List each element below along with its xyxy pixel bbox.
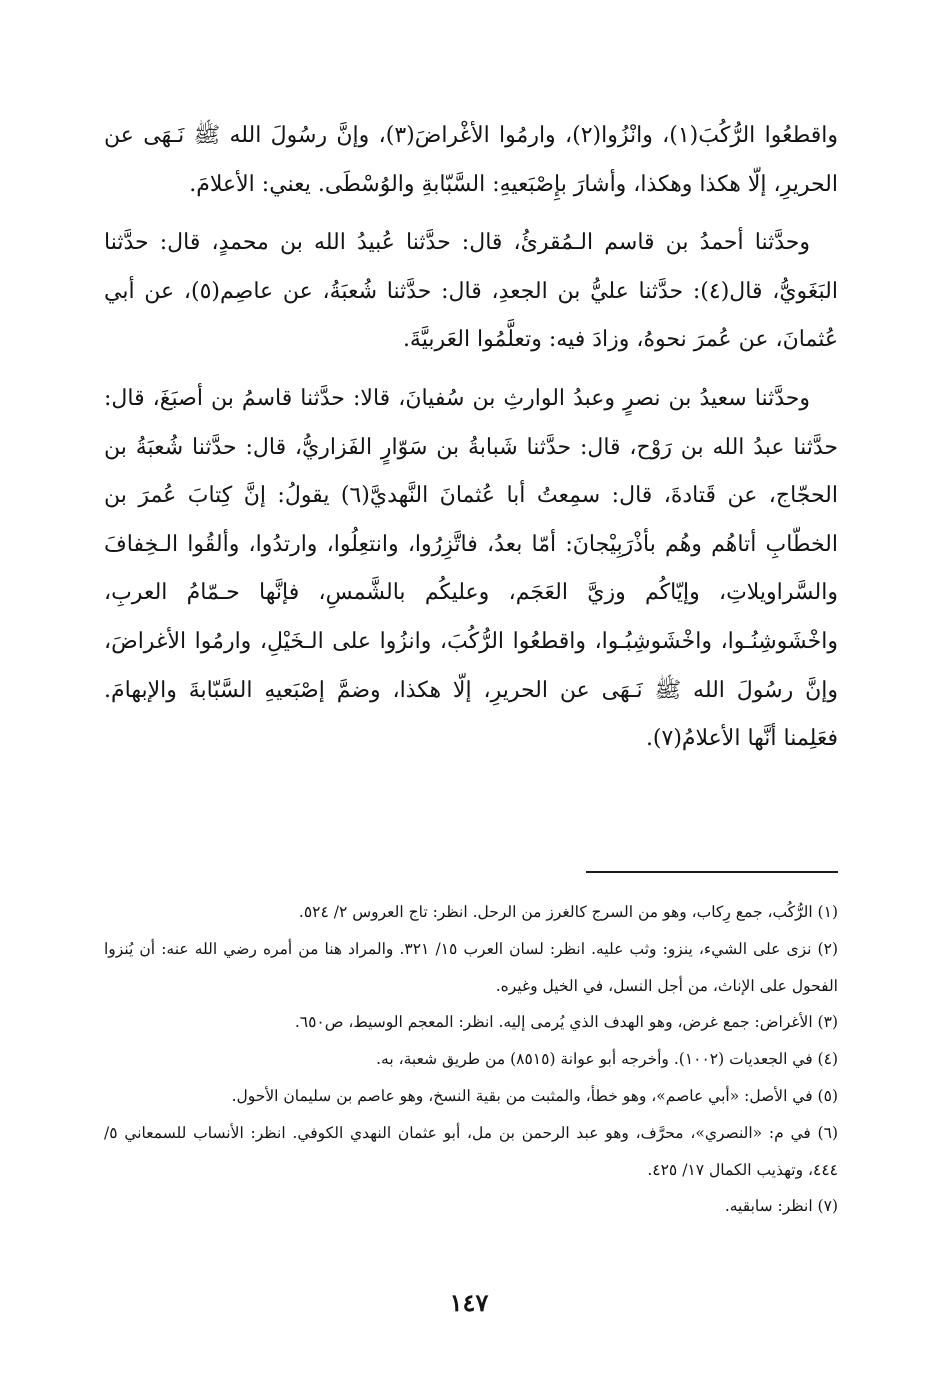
footnotes [104, 894, 838, 1225]
paragraph-2: وحدَّثنا أحمدُ بن قاسم الـمُقرئُ، قال: حدَّثنا عُبيدُ الله بن محمدٍ، قال: حدَّثنا البَغَويُّ، قال(٤): حدَّثنا عليُّ بن الجعدِ، قال: حدَّثنا شُعبَةُ، عن عاصِم(٥)، عن أبي عُثمانَ، عن عُمرَ نحوهُ، وزادَ فيه: وتعلَّمُوا العَربيَّةَ. [104, 230, 838, 353]
footnote-2: (٢) نزى على الشيء، ينزو: وثب عليه. انظر: لسان العرب ١٥/ ٣٢١. والمراد هنا من أمره رضي الله عنه: أن يُنزوا الفحول على الإناث، من أجل النسل، في الخيل وغيره. [104, 939, 838, 995]
footnote-3: (٣) الأغراض: جمع غرض، وهو الهدف الذي يُرمى إليه. انظر: المعجم الوسيط، ص٦٥٠. [294, 1013, 838, 1032]
page-number: ١٤٧ [449, 1288, 489, 1317]
footnote-7: (٧) انظر: سابقيه. [724, 1197, 838, 1216]
footnote-6: (٦) في م: «النصري»، محرَّف، وهو عبد الرحمن بن مل، أبو عثمان النهدي الكوفي. انظر: الأنساب للسمعاني ٥/ ٤٤٤، وتهذيب الكمال ١٧/ ٤٢٥. [104, 1123, 838, 1179]
footnote-1: (١) الرُّكُب، جمع رِكاب، وهو من السرج كالغرز من الرحل. انظر: تاج العروس ٢/ ٥٢٤. [298, 903, 838, 921]
footnote-5: (٥) في الأصل: «أبي عاصم»، وهو خطأ، والمثبت من بقية النسخ، وهو عاصم بن سليمان الأحول. [231, 1086, 838, 1105]
paragraph-3: وحدَّثنا سعيدُ بن نصرٍ وعبدُ الوارثِ بن سُفيانَ، قالا: حدَّثنا قاسمُ بن أصبَغَ، قال: حدَّثنا عبدُ الله بن رَوْح، قال: حدَّثنا شَبابةُ بن سَوّارٍ الفَزاريُّ، قال: حدَّثنا شُعبَةُ بن الحجّاج، عن قَتادةَ، قال: سمِعتُ أبا عُثمانَ النَّهديَّ(٦) يقولُ: إنَّ كِتابَ عُمرَ بن الخطّابِ أتاهُم وهُم بأذْرَبِيْجانَ: أمّا بعدُ، فاتَّزِرُوا، وانتعِلُوا، وارتدُوا، وألقُوا الـخِفافَ والسَّراويلاتِ، وإيّاكُم وزيَّ العَجَم، وعليكُم بالشَّمسِ، فإنَّها حـمّامُ العربِ، واخْشَوشِنُـوا، واخْشَوشِبُـوا، واقطعُوا الرُّكُبَ، وانزُوا على الـخَيْلِ، وارمُوا الأغراضَ، وإنَّ رسُولَ الله ﷺ نَـهَى عن الحريرِ، إلّا هكذا، وضمَّ إصْبَعيهِ السَّبّابةَ والإبهامَ. فعَلِمنا أنَّها الأعلامُ(٧). [104, 385, 838, 752]
footnote-4: (٤) في الجعديات (١٠٠٢). وأخرجه أبو عوانة (٨٥١٥) من طريق شعبة، به. [376, 1050, 838, 1069]
main-text [104, 112, 838, 774]
footnote-divider [586, 871, 838, 873]
paragraph-1: واقطعُوا الرُّكُبَ(١)، وانْزُوا(٢)، وارمُوا الأغْراضَ(٣)، وإنَّ رسُولَ الله ﷺ نَـهَى عن الحريرِ، إلّا هكذا وهكذا، وأشارَ بإِصْبَعيهِ: السَّبّابةِ والوُسْطَى. يعني: الأعلامَ. [104, 123, 838, 197]
